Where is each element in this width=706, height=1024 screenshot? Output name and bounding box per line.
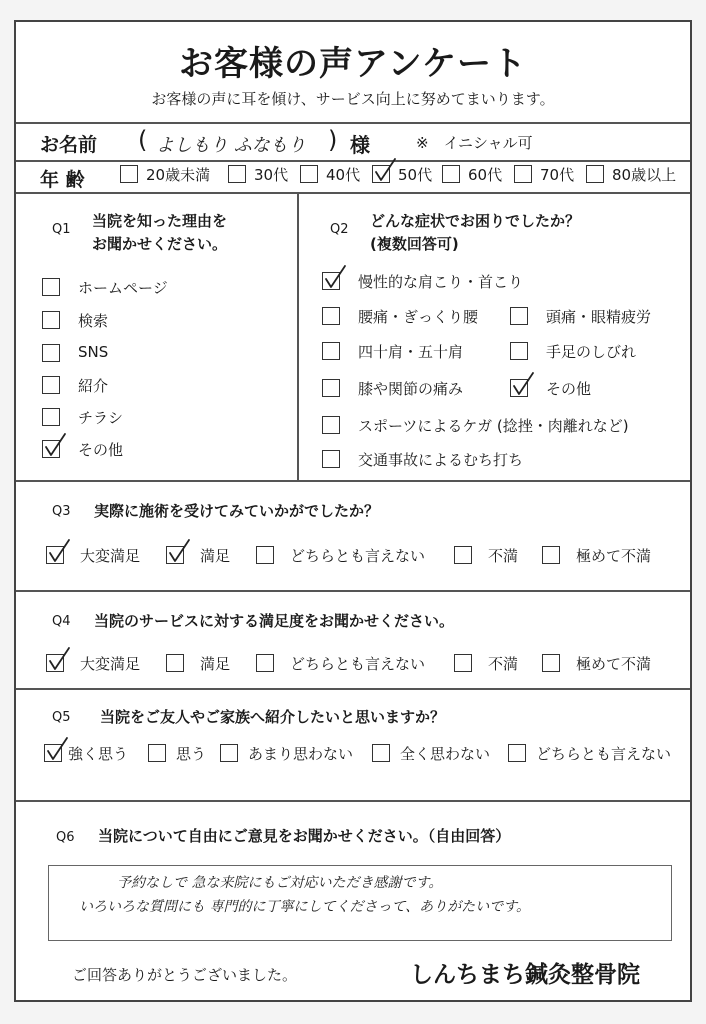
q2-checkbox-7[interactable] — [322, 416, 340, 434]
q5-checkbox-1[interactable] — [148, 744, 166, 762]
age-row-option-label: 20歳未満 — [146, 166, 211, 184]
q4-checkbox-3[interactable] — [454, 654, 472, 672]
comment-line-1: 予約なしで 急な来院にもご対応いただき感謝です。 — [117, 875, 443, 891]
q5-checkbox-2[interactable] — [220, 744, 238, 762]
q3-checkbox-2[interactable] — [256, 546, 274, 564]
q2-option-label: スポーツによるケガ (捻挫・肉離れなど) — [358, 417, 629, 435]
q1-number: Q1 — [52, 222, 71, 237]
q3-checkbox-0[interactable] — [46, 546, 64, 564]
age-row-option-label: 30代 — [254, 166, 289, 184]
q5-option-label: あまり思わない — [248, 745, 354, 763]
page-subtitle: お客様の声に耳を傾け、サービス向上に努めてまいります。 — [151, 90, 555, 108]
q5-checkbox-4[interactable] — [508, 744, 526, 762]
age-label: 年 齢 — [40, 169, 85, 191]
q5-option-label: 強く思う — [68, 745, 129, 763]
age-row-option-label: 40代 — [326, 166, 361, 184]
column-divider — [297, 192, 299, 480]
q1-option-label: 検索 — [78, 312, 109, 330]
q3-option-label: 極めて不満 — [576, 547, 652, 565]
q2-checkbox-8[interactable] — [322, 450, 340, 468]
q4-number: Q4 — [52, 614, 71, 629]
age-row-checkbox-1[interactable] — [228, 165, 246, 183]
age-row-option-label: 60代 — [468, 166, 503, 184]
q2-checkbox-5[interactable] — [322, 379, 340, 397]
name-open-paren: ( — [138, 126, 148, 154]
age-row-checkbox-5[interactable] — [514, 165, 532, 183]
q3-option-label: どちらとも言えない — [290, 547, 426, 565]
survey-sheet — [14, 20, 692, 1002]
q2-question: どんな症状でお困りでしたか？ (複数回答可) — [370, 212, 581, 253]
q2-checkbox-6[interactable] — [510, 379, 528, 397]
q3-option-label: 満足 — [200, 547, 231, 565]
q3-number: Q3 — [52, 504, 71, 519]
q1-option-label: 紹介 — [78, 377, 109, 395]
q4-option-label: どちらとも言えない — [290, 655, 426, 673]
q2-checkbox-1[interactable] — [322, 307, 340, 325]
q3-checkbox-3[interactable] — [454, 546, 472, 564]
q2-option-label: その他 — [546, 380, 592, 398]
q3-checkbox-1[interactable] — [166, 546, 184, 564]
q2-option-label: 膝や関節の痛み — [358, 380, 464, 398]
q5-checkbox-3[interactable] — [372, 744, 390, 762]
q5-checkbox-0[interactable] — [44, 744, 62, 762]
q1-checkbox-2[interactable] — [42, 344, 60, 362]
q4-option-label: 極めて不満 — [576, 655, 652, 673]
q4-checkbox-4[interactable] — [542, 654, 560, 672]
divider — [16, 480, 690, 482]
age-row-checkbox-3[interactable] — [372, 165, 390, 183]
initials-note: ※ イニシャル可 — [416, 134, 533, 152]
q2-option-label: 手足のしびれ — [546, 343, 637, 361]
age-row-option-label: 50代 — [398, 166, 433, 184]
q5-option-label: どちらとも言えない — [536, 745, 672, 763]
q5-number: Q5 — [52, 710, 71, 725]
q2-option-label: 頭痛・眼精疲労 — [546, 308, 652, 326]
q1-checkbox-1[interactable] — [42, 311, 60, 329]
q4-option-label: 大変満足 — [80, 655, 141, 673]
divider — [16, 590, 690, 592]
q1-option-label: チラシ — [78, 409, 124, 427]
q3-option-label: 不満 — [488, 547, 519, 565]
name-label: お名前 — [40, 134, 98, 156]
name-field[interactable]: よしもり ふなもり — [156, 135, 306, 156]
q4-question: 当院のサービスに対する満足度をお聞かせください。 — [94, 612, 455, 630]
q2-option-label: 慢性的な肩こり・首こり — [358, 273, 524, 291]
divider — [16, 800, 690, 802]
q1-option-label: SNS — [78, 343, 109, 361]
q5-question: 当院をご友人やご家族へ紹介したいと思いますか？ — [100, 708, 446, 726]
q3-option-label: 大変満足 — [80, 547, 141, 565]
q1-checkbox-3[interactable] — [42, 376, 60, 394]
q2-checkbox-3[interactable] — [322, 342, 340, 360]
page-title: お客様の声アンケート — [179, 44, 527, 84]
q2-option-label: 腰痛・ぎっくり腰 — [358, 308, 479, 326]
q2-option-label: 交通事故によるむち打ち — [358, 451, 524, 469]
thanks-message: ご回答ありがとうございました。 — [72, 966, 298, 984]
q3-question: 実際に施術を受けてみていかがでしたか？ — [94, 502, 380, 520]
q2-checkbox-4[interactable] — [510, 342, 528, 360]
honorific-label: 様 — [350, 133, 370, 157]
name-close-paren: ) — [328, 126, 338, 154]
comment-line-2: いろいろな質問にも 専門的に丁寧にしてくださって、ありがたいです。 — [79, 899, 531, 915]
q1-checkbox-4[interactable] — [42, 408, 60, 426]
age-row-checkbox-6[interactable] — [586, 165, 604, 183]
clinic-name: しんちまち鍼灸整骨院 — [410, 962, 640, 988]
q1-option-label: その他 — [78, 441, 124, 459]
q6-question: 当院について自由にご意見をお聞かせください。（自由回答） — [98, 827, 511, 845]
divider — [16, 688, 690, 690]
age-row-option-label: 80歳以上 — [612, 166, 677, 184]
divider — [16, 160, 690, 162]
q2-option-label: 四十肩・五十肩 — [358, 343, 464, 361]
q2-checkbox-2[interactable] — [510, 307, 528, 325]
q3-checkbox-4[interactable] — [542, 546, 560, 564]
age-row-checkbox-2[interactable] — [300, 165, 318, 183]
q2-checkbox-0[interactable] — [322, 272, 340, 290]
q4-option-label: 満足 — [200, 655, 231, 673]
q2-number: Q2 — [330, 222, 349, 237]
q6-number: Q6 — [56, 830, 75, 845]
divider — [16, 122, 690, 124]
q4-checkbox-1[interactable] — [166, 654, 184, 672]
q5-option-label: 全く思わない — [400, 745, 491, 763]
age-row-checkbox-0[interactable] — [120, 165, 138, 183]
q1-checkbox-0[interactable] — [42, 278, 60, 296]
q4-checkbox-0[interactable] — [46, 654, 64, 672]
divider — [16, 192, 690, 194]
q4-checkbox-2[interactable] — [256, 654, 274, 672]
age-row-option-label: 70代 — [540, 166, 575, 184]
q1-checkbox-5[interactable] — [42, 440, 60, 458]
q5-option-label: 思う — [176, 745, 207, 763]
q4-option-label: 不満 — [488, 655, 519, 673]
q1-question: 当院を知った理由を お聞かせください。 — [92, 212, 228, 253]
age-row-checkbox-4[interactable] — [442, 165, 460, 183]
q1-option-label: ホームページ — [78, 279, 168, 297]
comment-textarea[interactable] — [48, 865, 672, 941]
